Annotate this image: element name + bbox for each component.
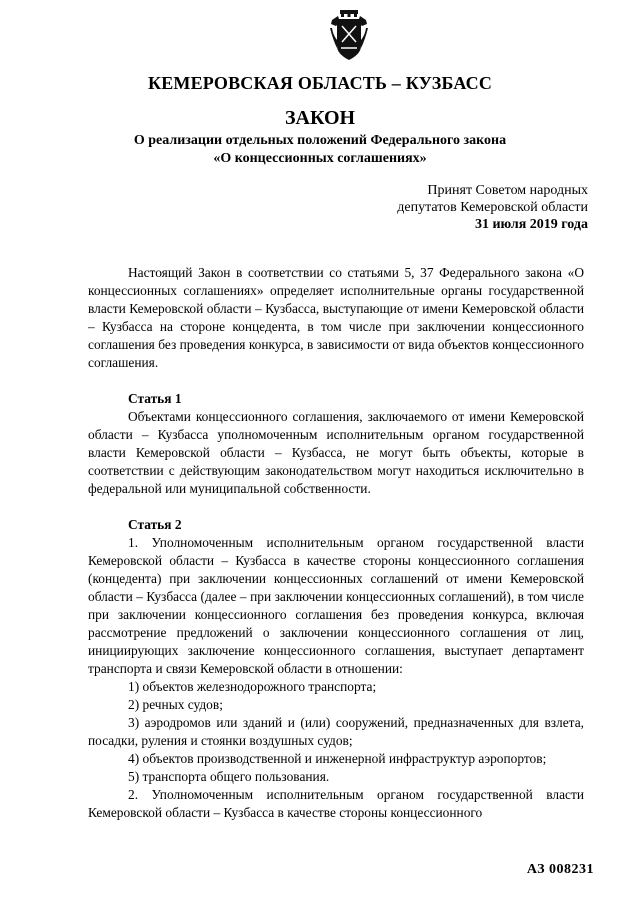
law-subtitle-line2: «О концессионных соглашениях» [213,151,427,166]
law-title: ЗАКОН [284,107,356,129]
list-item: 4) объектов производственной и инженерной инфраструктур аэропортов; [128,751,547,766]
list-item: 5) транспорта общего пользования. [128,769,330,784]
adoption-line1: Принят Советом народных [427,183,588,198]
adoption-date: 31 июля 2019 года [474,217,588,232]
article-2-paragraph-2: 2. Уполномоченным исполнительным органом государственной власти Кемеровской области – Кузбасса в качестве стороны концессионного [88,787,584,820]
article-1-text: Объектами концессионного соглашения, заключаемого от имени Кемеровской области – Кузбасса уполномоченным исполнительным органом государственной власти Кемеровской области – Кузбасса, не могут быть объекты, которые в соответствии с действующим законодательством могут находиться исключительно в федеральной или муниципальной собственности. [88,409,584,496]
document-serial-number: АЗ 008231 [526,862,594,877]
law-subtitle-line1: О реализации отдельных положений Федерального закона [133,133,507,148]
list-item: 2) речных судов; [128,697,223,712]
article-2-paragraph-1: 1. Уполномоченным исполнительным органом государственной власти Кемеровской области – Кузбасса в качестве стороны концессионного соглашения (концедента) при заключении концессионных соглашений от имени Кемеровской области – Кузбасса (далее – при заключении концессионных соглашений), в том числе при заключении концессионного соглашения без проведения конкурса, включая рассмотрение предложений о заключении концессионного соглашения от лиц, инициирующих заключение концессионного соглашения, выступает департамент транспорта и связи Кемеровской области в отношении: [88,535,584,676]
article-1-heading: Статья 1 [128,391,182,406]
law-subtitle [0,132,640,168]
coat-of-arms-emblem [328,10,370,62]
list-item: 3) аэродромов или зданий и (или) сооружений, предназначенных для взлета, посадки, руления и стоянки воздушных судов; [88,715,584,748]
adoption-block [397,182,588,233]
article-2-heading: Статья 2 [128,517,182,532]
law-body [88,264,584,822]
adoption-line2: депутатов Кемеровской области [397,200,588,215]
preamble: Настоящий Закон в соответствии со статьями 5, 37 Федерального закона «О концессионных соглашениях» определяет исполнительные органы государственной власти Кемеровской области – Кузбасса, выступающие от имени Кемеровской области – Кузбасса на стороне концедента, в том числе при заключении концессионного соглашения без проведения конкурса, в зависимости от вида объектов концессионного соглашения. [88,265,584,370]
region-title: КЕМЕРОВСКАЯ ОБЛАСТЬ – КУЗБАСС [147,73,493,93]
list-item: 1) объектов железнодорожного транспорта; [128,679,377,694]
